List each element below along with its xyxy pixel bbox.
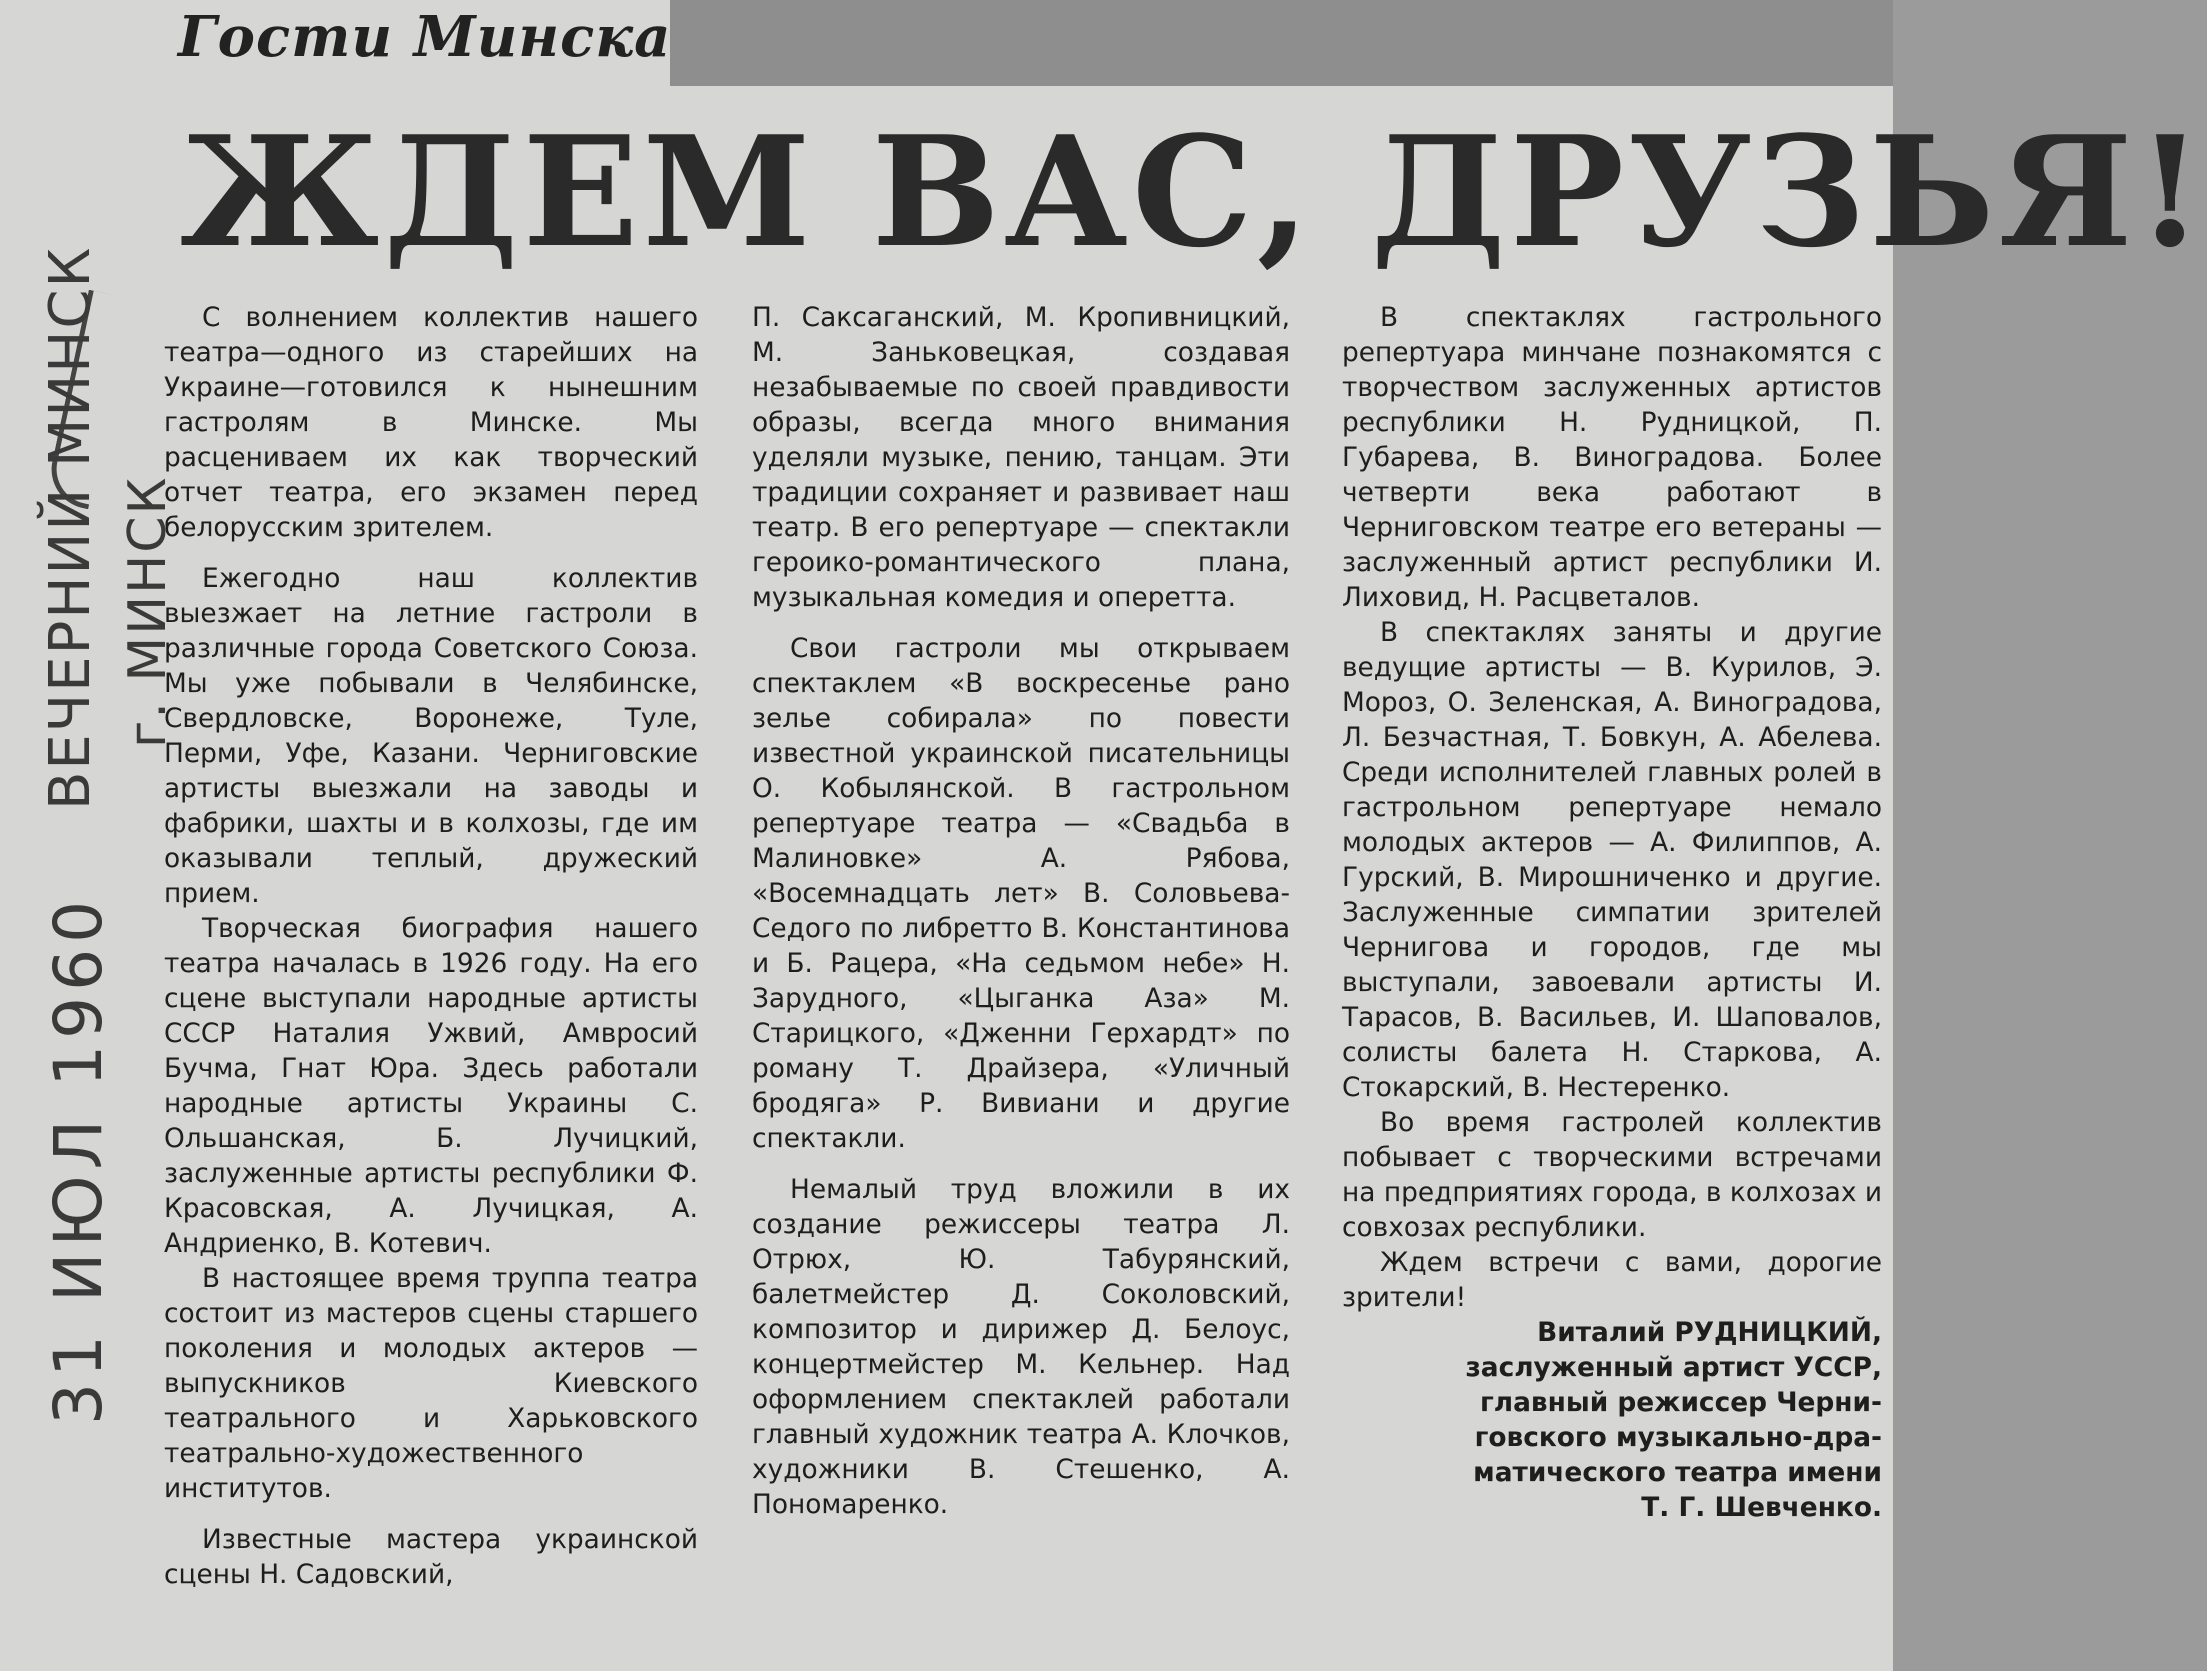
paragraph: Творческая биография нашего театра началась в 1926 году. На его сцене выступали народные артисты СССР Наталия Ужвий, Амвросий Бучма, Гнат Юра. Здесь работали народные артисты Украины С. Ольшанская, Б. Лучицкий, заслуженные артисты республики Ф. Красовская, А. Лучицкая, А. Андриенко, В. Котевич. bbox=[164, 913, 698, 1259]
paragraph: С волнением коллектив нашего театра—одного из старейших на Украине—готовился к нынешним гастролям в Минске. Мы расцениваем их как творческий отчет театра, его экзамен перед белорусским зрителем. bbox=[164, 302, 698, 543]
signature-line: главный режиссер Черни- bbox=[1479, 1387, 1882, 1418]
article-headline: ЖДЕМ ВАС, ДРУЗЬЯ! bbox=[180, 102, 2207, 281]
signature-line: Виталий РУДНИЦКИЙ, bbox=[1537, 1317, 1882, 1348]
paragraph: Свои гастроли мы открываем спектаклем «В воскресенье рано зелье собирала» по повести известной украинской писательницы О. Кобылянской. В гастрольном репертуаре театра — «Свадьба в Малиновке» А. Рябова, «Восемнадцать лет» В. Соловьева-Седого по либретто В. Константинова и Б. Рацера, «На седьмом небе» Н. Зарудного, «Цыганка Аза» М. Старицкого, «Дженни Герхардт» по роману Т. Драйзера, «Уличный бродяга» Р. Вивиани и другие спектакли. bbox=[752, 633, 1290, 1154]
library-stamp bbox=[0, 0, 178, 1671]
paragraph: Немалый труд вложили в их создание режиссеры театра Л. Отрюх, Ю. Табурянский, балетмейстер Д. Соколовский, композитор и дирижер Д. Белоус, концертмейстер М. Кельнер. Над оформлением спектаклей работали главный художник театра А. Клочков, художники В. Стешенко, А. Пономаренко. bbox=[752, 1174, 1290, 1520]
paragraph: П. Саксаганский, М. Кропивницкий, М. Заньковецкая, создавая незабываемые по своей правдивости образы, всегда много внимания уделяли музыке, пению, танцам. Эти традиции сохраняет и развивает наш театр. В его репертуаре — спектакли героико-романтического плана, музыкальная комедия и оперетта. bbox=[752, 302, 1290, 613]
stamp-city: г. МИНСК bbox=[118, 475, 178, 748]
rubric-heading: Гости Минска bbox=[178, 4, 672, 70]
paragraph: В спектаклях гастрольного репертуара минчане познакомятся с творчеством заслуженных артистов республики Н. Рудницкой, П. Губарева, В. Виноградова. Более четверти века работают в Черниговском театре его ветераны — заслуженный артист республики И. Лиховид, Н. Расцветалов. bbox=[1342, 302, 1882, 613]
article-column-3 bbox=[1342, 300, 1882, 1525]
signature-line: говского музыкально-дра- bbox=[1474, 1422, 1882, 1453]
signature-line: матического театра имени bbox=[1473, 1457, 1882, 1488]
paragraph: Ждем встречи с вами, дорогие зрители! bbox=[1342, 1247, 1882, 1313]
stamp-date: 31 ИЮЛ 1960 bbox=[40, 894, 117, 1425]
article-column-1 bbox=[164, 300, 698, 1592]
article-column-2 bbox=[752, 300, 1290, 1522]
paragraph: Ежегодно наш коллектив выезжает на летние гастроли в различные города Советского Союза. Мы уже побывали в Челябинске, Свердловске, Воронеже, Туле, Перми, Уфе, Казани. Черниговские артисты выезжали на заводы и фабрики, шахты и в колхозы, где им оказывали теплый, дружеский прием. bbox=[164, 563, 698, 909]
signature-line: Т. Г. Шевченко. bbox=[1641, 1492, 1882, 1523]
author-signature bbox=[1342, 1315, 1882, 1525]
scan-background-band bbox=[670, 0, 1893, 86]
paragraph: В спектаклях заняты и другие ведущие артисты — В. Курилов, Э. Мороз, О. Зеленская, А. Виноградова, Л. Безчастная, Т. Бовкун, А. Абелева. Среди исполнителей главных ролей в гастрольном репертуаре немало молодых актеров — А. Филиппов, А. Гурский, В. Мирошниченко и другие. Заслуженные симпатии зрителей Чернигова и городов, где мы выступали, завоевали артисты И. Тарасов, В. Васильев, И. Шаповалов, солисты балета Н. Старкова, А. Стокарский, В. Нестеренко. bbox=[1342, 617, 1882, 1103]
paragraph: Во время гастролей коллектив побывает с творческими встречами на предприятиях города, в колхозах и совхозах республики. bbox=[1342, 1107, 1882, 1243]
paragraph: Известные мастера украинской сцены Н. Садовский, bbox=[164, 1524, 698, 1590]
signature-line: заслуженный артист УССР, bbox=[1465, 1352, 1882, 1383]
paragraph: В настоящее время труппа театра состоит из мастеров сцены старшего поколения и молодых актеров — выпускников Киевского театрального и Харьковского театрально-художественного институтов. bbox=[164, 1263, 698, 1504]
stamp-newspaper-name: ВЕЧЕРНИЙ МИНСК bbox=[38, 245, 103, 810]
